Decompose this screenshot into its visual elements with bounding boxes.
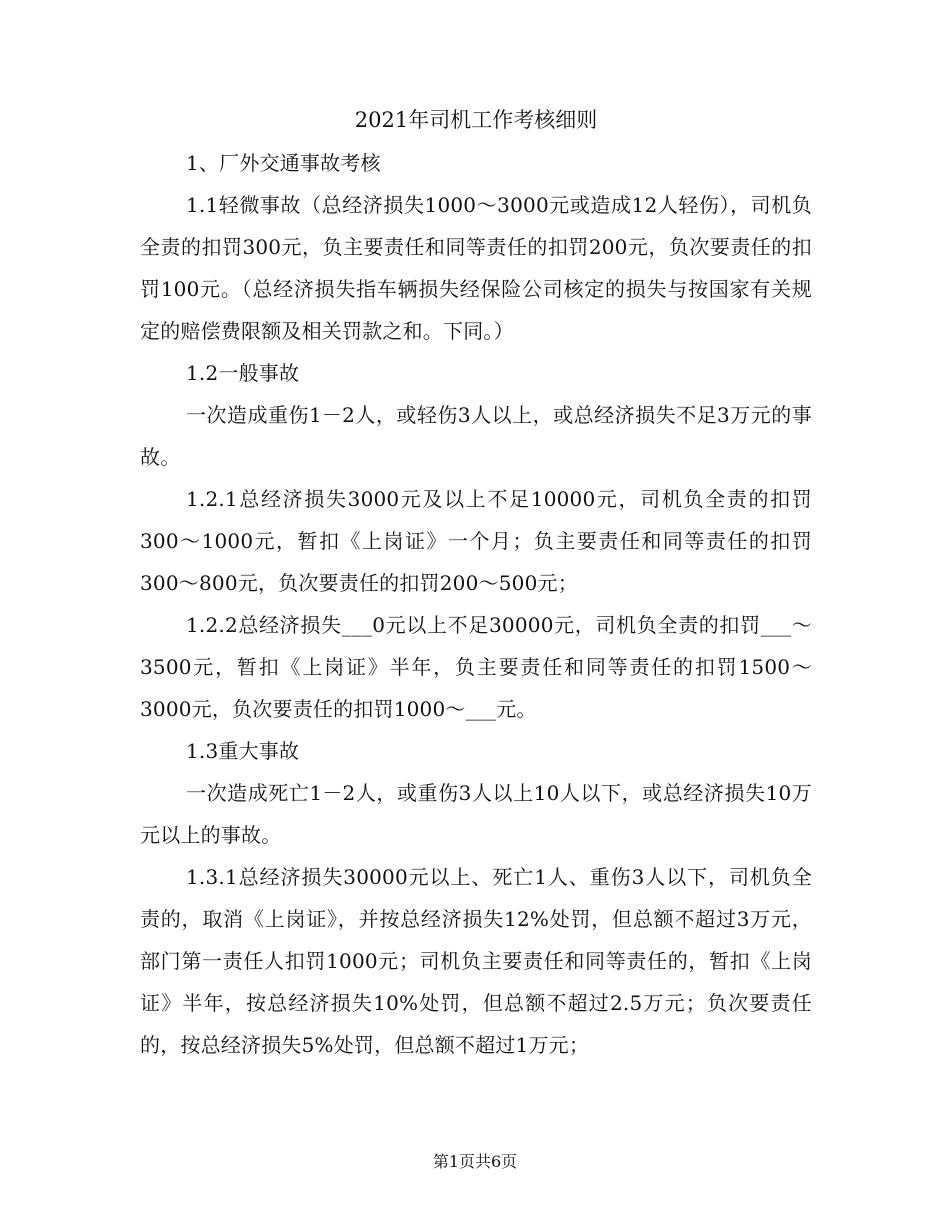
paragraph-1-2-1: 1.2.1总经济损失3000元及以上不足10000元，司机负全责的扣罚300～1000元，暂扣《上岗证》一个月；负主要责任和同等责任的扣罚300～800元，负次要责任的扣罚200～500元；	[140, 487, 812, 595]
paragraph-1-2-definition: 一次造成重伤1－2人，或轻伤3人以上，或总经济损失不足3万元的事故。	[140, 403, 812, 469]
page-number-footer: 第1页共6页	[432, 1152, 518, 1171]
paragraph-1-2-2: 1.2.2总经济损失___0元以上不足30000元，司机负全责的扣罚___～3500元，暂扣《上岗证》半年，负主要责任和同等责任的扣罚1500～3000元，负次要责任的扣罚1000～___元。	[140, 613, 812, 721]
paragraph-1-3-definition: 一次造成死亡1－2人，或重伤3人以上10人以下，或总经济损失10万元以上的事故。	[140, 781, 812, 847]
section-heading-1-2: 1.2一般事故	[186, 361, 300, 385]
section-heading-1: 1、厂外交通事故考核	[186, 151, 381, 175]
section-heading-1-3: 1.3重大事故	[186, 739, 300, 763]
document-title: 2021年司机工作考核细则	[354, 108, 598, 132]
document-page	[140, 98, 812, 1066]
paragraph-1-3-1: 1.3.1总经济损失30000元以上、死亡1人、重伤3人以下，司机负全责的，取消《上岗证》，并按总经济损失12%处罚，但总额不超过3万元，部门第一责任人扣罚1000元；司机负主要责任和同等责任的，暂扣《上岗证》半年，按总经济损失10%处罚，但总额不超过2.5万元；负次要责任的，按总经济损失5%处罚，但总额不超过1万元；	[140, 865, 812, 1057]
paragraph-1-1: 1.1轻微事故（总经济损失1000～3000元或造成12人轻伤），司机负全责的扣罚300元，负主要责任和同等责任的扣罚200元，负次要责任的扣罚100元。（总经济损失指车辆损失经保险公司核定的损失与按国家有关规定的赔偿费限额及相关罚款之和。下同。）	[140, 193, 812, 343]
